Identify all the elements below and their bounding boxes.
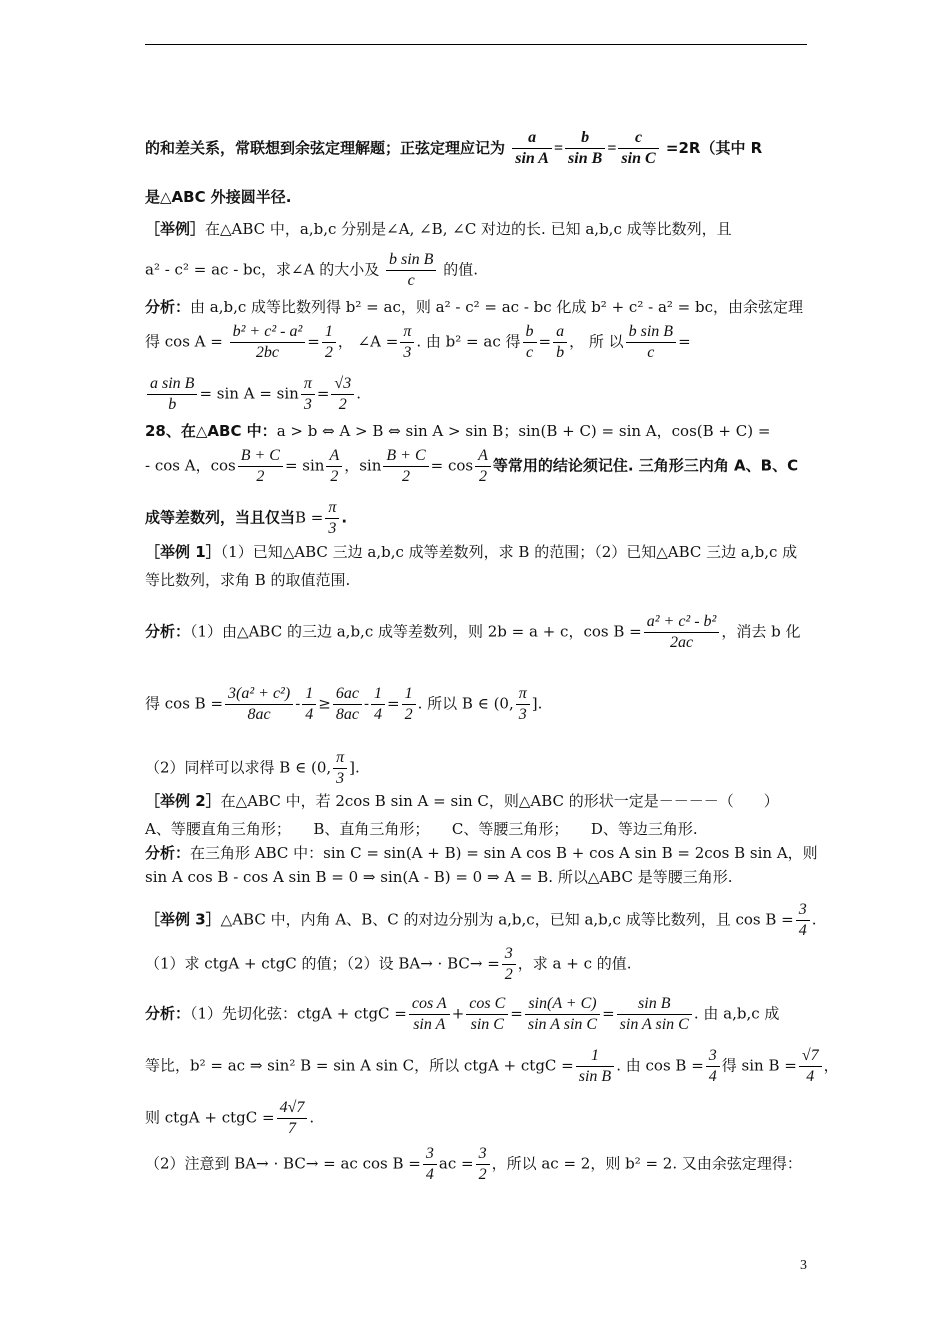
text: （1）先切化弦：ctgA + ctgC = (190, 1004, 407, 1023)
fraction (301, 374, 315, 415)
analysis-1-line-1 (145, 612, 810, 653)
text: （2）同样可以求得 B ∈ (0, (145, 758, 332, 777)
numerator: B + C (238, 446, 283, 467)
numerator: sin B (617, 994, 692, 1015)
numerator: 1 (371, 684, 385, 705)
denominator: b (556, 344, 565, 361)
text: A、等腰直角三角形； B、直角三角形； C、等腰三角形； D、等边三角形. (145, 820, 698, 838)
text: = (510, 1004, 523, 1023)
fraction (302, 684, 316, 725)
text: =2R（其中 R (665, 139, 763, 157)
text: . 由 a,b,c 成 (693, 1004, 780, 1023)
analysis-1-line-3 (145, 748, 810, 789)
text: （1）已知△ABC 三边 a,b,c 成等差数列，求 B 的范围；（2）已知△ABC 三边 a,b,c 成 (220, 543, 798, 561)
denominator: 4 (806, 1068, 815, 1085)
fraction (400, 322, 414, 363)
text: 在三角形 ABC 中：sin C = sin(A + B) = sin A cos B + cos A sin B = 2cos B sin A，则 (190, 844, 818, 862)
denominator: 4 (305, 706, 314, 723)
analysis-0-line-1 (145, 298, 810, 318)
denominator: 3 (518, 706, 527, 723)
numerator: a (553, 322, 567, 343)
numerator: 1 (302, 684, 316, 705)
denominator: 2 (338, 396, 347, 413)
denominator: 3 (328, 520, 337, 537)
analysis-0-line-2 (145, 322, 810, 363)
text: ，sin (344, 456, 382, 475)
point-label: 28、在△ABC 中： (145, 422, 277, 440)
denominator: c (407, 272, 415, 289)
analysis-1-line-2 (145, 684, 810, 725)
denominator: sin A (413, 1016, 446, 1033)
text: 在△ABC 中，若 2cos B sin A = sin C，则△ABC 的形状一定是－－－－（ ） (220, 792, 779, 810)
text: ]. (349, 758, 360, 777)
text: （1）由△ABC 的三边 a,b,c 成等差数列，则 2b = a + c，cos B = (190, 622, 642, 641)
denominator: 2 (479, 468, 487, 485)
numerator: 1 (576, 1046, 614, 1067)
denominator: 8ac (247, 706, 271, 723)
text: （1）求 ctgA + ctgC 的值；（2）设 BA→ · BC→ = (145, 954, 500, 973)
fraction (502, 944, 516, 985)
analysis-3-line-4 (145, 1144, 810, 1185)
analysis-3-line-2 (145, 1046, 839, 1087)
fraction (333, 684, 362, 725)
text: sin A cos B - cos A sin B = 0 ⇒ sin(A - B) = 0 ⇒ A = B. 所以△ABC 是等腰三角形. (145, 868, 733, 886)
denominator: c (525, 344, 534, 361)
example-label: ［举例］ (145, 220, 206, 238)
line-sine-law: 的和差关系，常联想到余弦定理解题；正弦定理应记为 $\frac{a}{\text{sin A}}$ = $\frac{b}{\text{sin B}}$ = $\frac{c}{\text{sin C}}$ =2R（其中 R (145, 129, 763, 167)
point-28-line-1 (145, 422, 810, 442)
text: = (387, 694, 400, 713)
text: 则 ctgA + ctgC = (145, 1108, 275, 1127)
example-3-line-1 (145, 900, 817, 941)
denominator: 2bc (255, 344, 279, 361)
numerator: π (325, 498, 339, 519)
line-circumradius (145, 188, 810, 208)
fraction (386, 250, 436, 291)
text: . (811, 910, 817, 929)
text: 的值. (443, 260, 478, 279)
fraction (325, 498, 339, 539)
denominator: 8ac (335, 706, 359, 723)
numerator: b sin B (386, 250, 436, 271)
analysis-label: 分析： (145, 844, 191, 862)
fraction (525, 994, 600, 1035)
text: . 所以 B ∈ (0, (417, 694, 514, 713)
numerator: 1 (322, 322, 336, 343)
denominator: 4 (425, 1166, 434, 1183)
text: . 由 b² = ac 得 (416, 332, 521, 351)
text: . 由 cos B = (616, 1056, 704, 1075)
text: 是△ABC 外接圆半径. (145, 188, 292, 206)
fraction (225, 684, 293, 725)
text: 等比数列，求角 B 的取值范围. (145, 571, 351, 589)
fraction (326, 446, 342, 487)
denominator: 2 (402, 468, 411, 485)
text: - cos A，cos (145, 456, 236, 475)
text: . (309, 1108, 315, 1127)
numerator: c (618, 128, 658, 149)
analysis-3-line-1 (145, 994, 810, 1035)
text: a > b ⇔ A > B ⇔ sin A > sin B；sin(B + C) = sin A，cos(B + C) = (276, 422, 771, 440)
text: ac = (438, 1154, 474, 1173)
text: ， ∠A = (337, 332, 399, 351)
denominator: 3 (336, 770, 345, 787)
header-rule (145, 44, 807, 45)
numerator: 6ac (333, 684, 362, 705)
fraction (322, 322, 336, 363)
denominator: sin C (621, 150, 656, 167)
numerator: 3 (423, 1144, 437, 1165)
analysis-3-line-3 (145, 1098, 810, 1139)
text: B = (295, 508, 324, 527)
example-2-options (145, 820, 810, 840)
example-3-line-2 (145, 944, 810, 985)
numerator: 3 (706, 1046, 720, 1067)
analysis-label: 分析： (145, 1004, 191, 1023)
denominator: 4 (798, 922, 807, 939)
denominator: 4 (374, 706, 383, 723)
analysis-label: 分析： (145, 622, 191, 641)
numerator: b sin B (626, 322, 676, 343)
text: = (307, 332, 320, 351)
fraction (475, 446, 491, 487)
fraction (466, 994, 508, 1035)
fraction (626, 322, 676, 363)
text: = sin (284, 456, 325, 475)
text: 得 cos B = (145, 694, 224, 713)
numerator: √3 (331, 374, 354, 395)
example-0-line-1 (145, 220, 810, 240)
denominator: 2 (330, 468, 339, 485)
analysis-label: 分析： (145, 298, 191, 316)
text: （2）注意到 BA→ · BC→ = ac cos B = (145, 1154, 421, 1173)
text: ， 所 以 (569, 332, 624, 351)
text: ， (823, 1056, 839, 1075)
numerator: 3 (502, 944, 516, 965)
fraction (576, 1046, 614, 1087)
fraction (423, 1144, 437, 1185)
text: a² - c² = ac - bc，求∠A 的大小及 (145, 260, 380, 279)
analysis-0-line-3 (145, 374, 810, 415)
numerator: A (475, 446, 491, 467)
fraction (618, 128, 658, 169)
fraction (553, 322, 567, 363)
text: . (341, 508, 348, 527)
numerator: 3(a² + c²) (225, 684, 293, 705)
fraction (617, 994, 692, 1035)
numerator: π (516, 684, 530, 705)
example-label: ［举例 2］ (145, 792, 221, 810)
text: ≥ (318, 694, 331, 713)
numerator: 1 (402, 684, 416, 705)
denominator: 4 (708, 1068, 717, 1085)
fraction (644, 612, 720, 653)
numerator: a sin B (147, 374, 197, 395)
text: 的和差关系，常联想到余弦定理解题；正弦定理应记为 (145, 139, 506, 157)
page-number: 3 (800, 1258, 807, 1273)
text: △ABC 中，内角 A、B、C 的对边分别为 a,b,c，已知 a,b,c 成等比数列，且 cos B = (220, 910, 794, 929)
denominator: 2 (504, 966, 513, 983)
denominator: 3 (403, 344, 412, 361)
fraction (402, 684, 416, 725)
text: - (295, 694, 301, 713)
fraction (476, 1144, 490, 1185)
fraction (409, 994, 450, 1035)
denominator: 2ac (669, 634, 694, 651)
text: ]. (531, 694, 543, 713)
denominator: sin A sin C (619, 1016, 689, 1033)
text: = (316, 384, 330, 403)
text: 等比，b² = ac ⇒ sin² B = sin A sin C，所以 ctgA + ctgC = (145, 1056, 574, 1075)
text: 得 sin B = (721, 1056, 797, 1075)
example-1-line-1 (145, 543, 810, 563)
denominator: c (647, 344, 655, 361)
fraction (147, 374, 197, 415)
numerator: b (523, 322, 537, 343)
denominator: 2 (256, 468, 265, 485)
example-label: ［举例 1］ (145, 543, 221, 561)
denominator: sin A (515, 150, 549, 167)
text: ，所以 ac = 2，则 b² = 2. 又由余弦定理得： (491, 1154, 802, 1173)
numerator: cos A (409, 994, 450, 1015)
fraction (371, 684, 385, 725)
numerator: 4√7 (277, 1098, 308, 1119)
example-1-line-2 (145, 571, 810, 591)
fraction (238, 446, 283, 487)
denominator: b (168, 396, 177, 413)
numerator: π (400, 322, 414, 343)
example-2-line-1 (145, 792, 810, 812)
denominator: sin B (568, 150, 603, 167)
text: = sin A = sin (199, 384, 299, 403)
fraction (383, 446, 428, 487)
denominator: 2 (478, 1166, 487, 1183)
numerator: b² + c² - a² (230, 322, 306, 343)
text: = cos (430, 456, 474, 475)
numerator: B + C (383, 446, 428, 467)
text: = (678, 332, 691, 351)
fraction (333, 748, 347, 789)
text: 等常用的结论须记住. 三角形三内角 A、B、C (492, 456, 799, 475)
text: + (451, 1004, 465, 1023)
text: 在△ABC 中，a,b,c 分别是∠A, ∠B, ∠C 对边的长. 已知 a,b,c 成等比数列，且 (205, 220, 732, 238)
denominator: 3 (303, 396, 312, 413)
fraction (516, 684, 530, 725)
denominator: sin B (578, 1068, 612, 1085)
fraction (277, 1098, 308, 1139)
fraction (523, 322, 537, 363)
text: ，求 a + c 的值. (517, 954, 632, 973)
fraction (565, 128, 605, 169)
example-0-line-2 (145, 250, 810, 291)
numerator: a (512, 128, 552, 149)
fraction (331, 374, 354, 415)
text: 成等差数列，当且仅当 (145, 508, 296, 527)
text: - (363, 694, 370, 713)
text: . (356, 384, 361, 403)
numerator: 3 (476, 1144, 490, 1165)
numerator: b (565, 128, 605, 149)
numerator: π (301, 374, 315, 395)
example-label: ［举例 3］ (145, 910, 221, 929)
numerator: sin(A + C) (525, 994, 600, 1015)
numerator: A (326, 446, 342, 467)
analysis-2-line-2 (145, 868, 810, 888)
numerator: 3 (796, 900, 810, 921)
fraction (706, 1046, 720, 1087)
numerator: a² + c² - b² (644, 612, 720, 633)
text: 得 cos A = (145, 332, 223, 351)
denominator: 2 (324, 344, 333, 361)
point-28-line-2 (145, 446, 810, 487)
fraction (512, 128, 552, 169)
text: = (538, 332, 552, 351)
text: = (602, 1004, 615, 1023)
fraction (230, 322, 306, 363)
text: 由 a,b,c 成等比数列得 b² = ac，则 a² - c² = ac - bc 化成 b² + c² - a² = bc，由余弦定理 (190, 298, 804, 316)
text: ，消去 b 化 (721, 622, 801, 641)
denominator: sin C (470, 1016, 504, 1033)
denominator: 7 (287, 1120, 296, 1137)
analysis-2-line-1 (145, 844, 818, 864)
fraction (799, 1046, 822, 1087)
numerator: √7 (799, 1046, 822, 1067)
denominator: sin A sin C (527, 1016, 598, 1033)
point-28-line-3 (145, 498, 810, 539)
denominator: 2 (404, 706, 413, 723)
numerator: π (333, 748, 347, 769)
numerator: cos C (466, 994, 508, 1015)
fraction (796, 900, 810, 941)
